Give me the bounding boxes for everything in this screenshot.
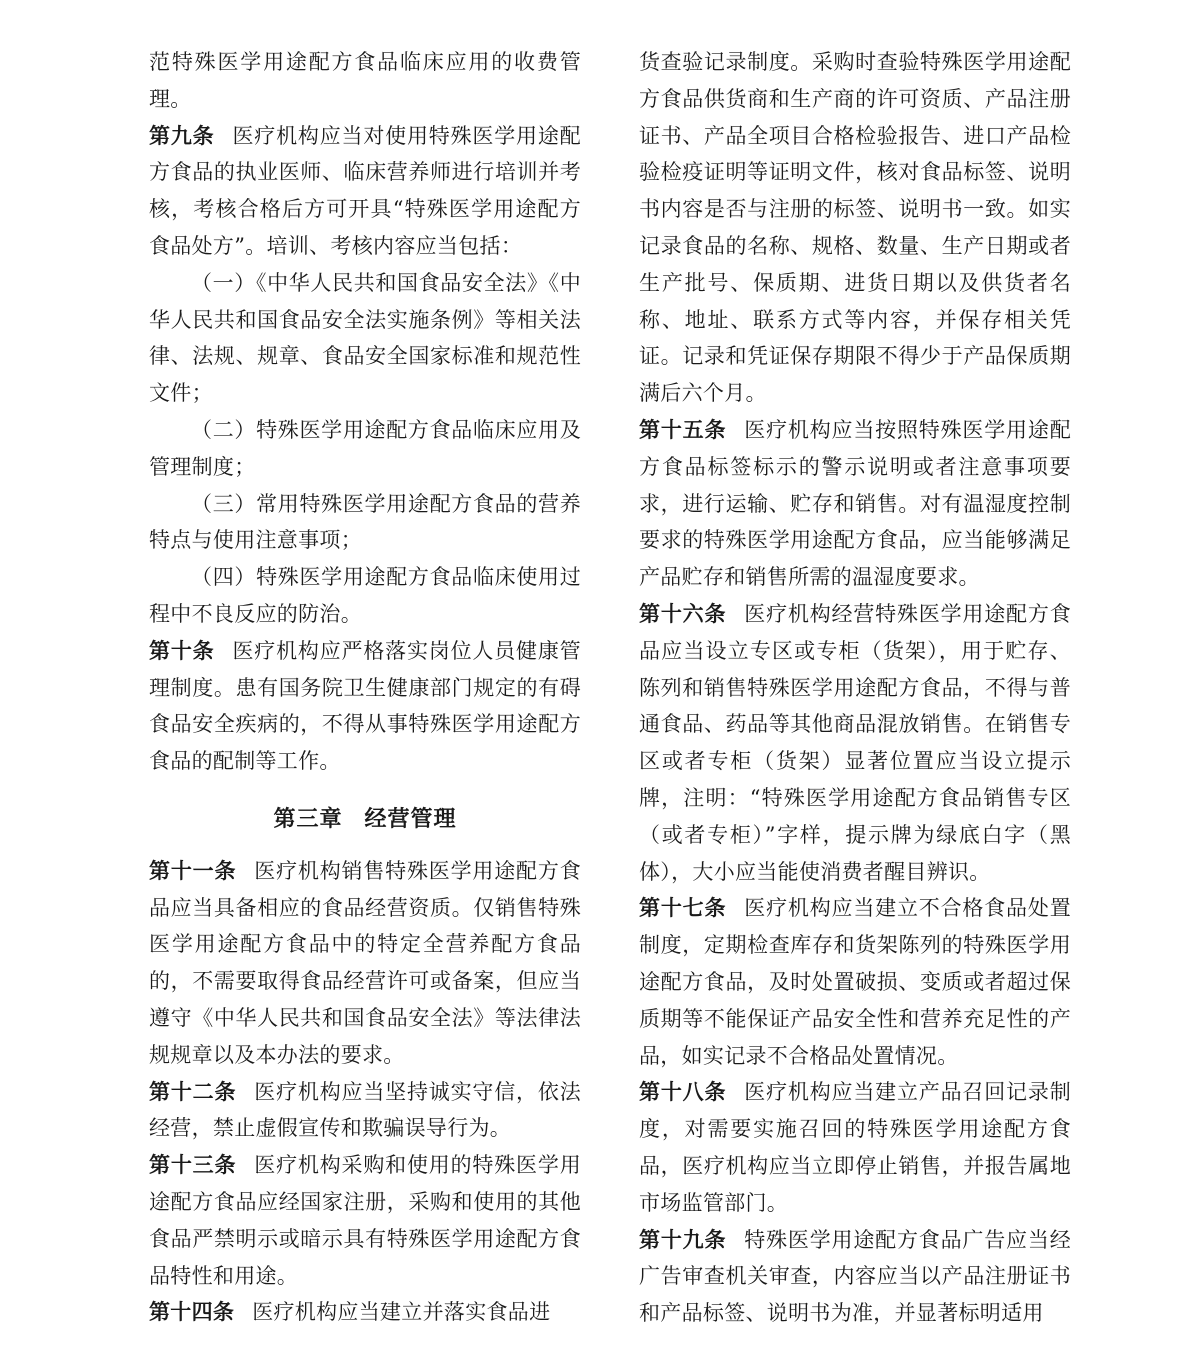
left-column (149, 44, 581, 1331)
article-16 (639, 596, 1071, 890)
chapter-title: 经营管理 (364, 806, 457, 832)
list-item-text: （一）《中华人民共和国食品安全法》《中华人民共和国食品安全法实施条例》等相关法律、法规、规章、食品安全国家标准和规范性文件； (149, 270, 581, 406)
article-9-item-1 (149, 265, 581, 412)
article-text: 医疗机构经营特殊医学用途配方食品应当设立专区或专柜（货架），用于贮存、陈列和销售特殊医学用途配方食品，不得与普通食品、药品等其他商品混放销售。在销售专区或者专柜（货架）显著位置应当设立提示牌，注明：“特殊医学用途配方食品销售专区（或者专柜）”字样，提示牌为绿底白字（黑体），大小应当能使消费者醒目辨识。 (639, 601, 1071, 884)
article-text: 医疗机构销售特殊医学用途配方食品应当具备相应的食品经营资质。仅销售特殊医学用途配方食品中的特定全营养配方食品的，不需要取得食品经营许可或备案，但应当遵守《中华人民共和国食品安全法》等法律法规规章以及本办法的要求。 (149, 858, 581, 1067)
article-9 (149, 118, 581, 265)
article-12 (149, 1074, 581, 1148)
article-label: 第十五条 (639, 417, 727, 442)
right-column (639, 44, 1071, 1332)
article-label: 第十六条 (639, 601, 727, 626)
list-item-text: （四）特殊医学用途配方食品临床使用过程中不良反应的防治。 (149, 565, 581, 626)
article-label: 第九条 (149, 123, 215, 148)
article-label: 第十九条 (639, 1227, 727, 1252)
article-label: 第十四条 (149, 1300, 235, 1325)
article-14 (149, 1294, 581, 1331)
article-text: 医疗机构采购和使用的特殊医学用途配方食品应经国家注册，采购和使用的其他食品严禁明示或暗示具有特殊医学用途配方食品特性和用途。 (149, 1153, 581, 1288)
chapter-heading (149, 780, 581, 853)
article-15 (639, 412, 1071, 596)
article-text: 医疗机构应当建立不合格食品处置制度，定期检查库存和货架陈列的特殊医学用途配方食品，及时处置破损、变质或者超过保质期等不能保证产品安全性和营养充足性的产品，如实记录不合格品处置情况。 (639, 896, 1071, 1068)
paragraph-text: 范特殊医学用途配方食品临床应用的收费管理。 (149, 50, 581, 111)
article-10 (149, 633, 581, 780)
article-9-item-2 (149, 412, 581, 486)
article-label: 第十七条 (639, 896, 727, 921)
article-text: 货查验记录制度。采购时查验特殊医学用途配方食品供货商和生产商的许可资质、产品注册证书、产品全项目合格检验报告、进口产品检验检疫证明等证明文件，核对食品标签、说明书内容是否与注册的标签、说明书一致。如实记录食品的名称、规格、数量、生产日期或者生产批号、保质期、进货日期以及供货者名称、地址、联系方式等内容，并保存相关凭证。记录和凭证保存期限不得少于产品保质期满后六个月。 (639, 50, 1071, 406)
article-label: 第十二条 (149, 1079, 237, 1104)
article-13 (149, 1147, 581, 1294)
article-18 (639, 1074, 1071, 1221)
paragraph-continued (149, 44, 581, 118)
article-text: 医疗机构应当建立产品召回记录制度，对需要实施召回的特殊医学用途配方食品，医疗机构应当立即停止销售，并报告属地市场监管部门。 (639, 1080, 1071, 1215)
article-14-continued (639, 44, 1071, 412)
chapter-number: 第三章 (273, 806, 343, 832)
article-label: 第十条 (149, 638, 215, 663)
list-item-text: （二）特殊医学用途配方食品临床应用及管理制度； (149, 417, 581, 479)
list-item-text: （三）常用特殊医学用途配方食品的营养特点与使用注意事项； (149, 491, 581, 553)
article-11 (149, 853, 581, 1074)
article-9-item-3 (149, 486, 581, 560)
article-label: 第十三条 (149, 1153, 237, 1178)
article-label: 第十一条 (149, 858, 237, 883)
article-text: 医疗机构应当对使用特殊医学用途配方食品的执业医师、临床营养师进行培训并考核，考核合格后方可开具“特殊医学用途配方食品处方”。培训、考核内容应当包括： (149, 123, 581, 258)
article-text: 医疗机构应当建立并落实食品进 (252, 1300, 551, 1325)
article-text: 医疗机构应当坚持诚实守信，依法经营，禁止虚假宣传和欺骗误导行为。 (149, 1079, 581, 1141)
article-label: 第十八条 (639, 1080, 727, 1105)
article-text: 特殊医学用途配方食品广告应当经广告审查机关审查，内容应当以产品注册证书和产品标签、说明书为准，并显著标明适用 (639, 1227, 1071, 1326)
article-17 (639, 890, 1071, 1074)
article-9-item-4 (149, 559, 581, 633)
article-19 (639, 1222, 1071, 1332)
article-text: 医疗机构应严格落实岗位人员健康管理制度。患有国务院卫生健康部门规定的有碍食品安全疾病的，不得从事特殊医学用途配方食品的配制等工作。 (149, 638, 581, 774)
article-text: 医疗机构应当按照特殊医学用途配方食品标签标示的警示说明或者注意事项要求，进行运输、贮存和销售。对有温湿度控制要求的特殊医学用途配方食品，应当能够满足产品贮存和销售所需的温湿度要求。 (639, 417, 1071, 590)
